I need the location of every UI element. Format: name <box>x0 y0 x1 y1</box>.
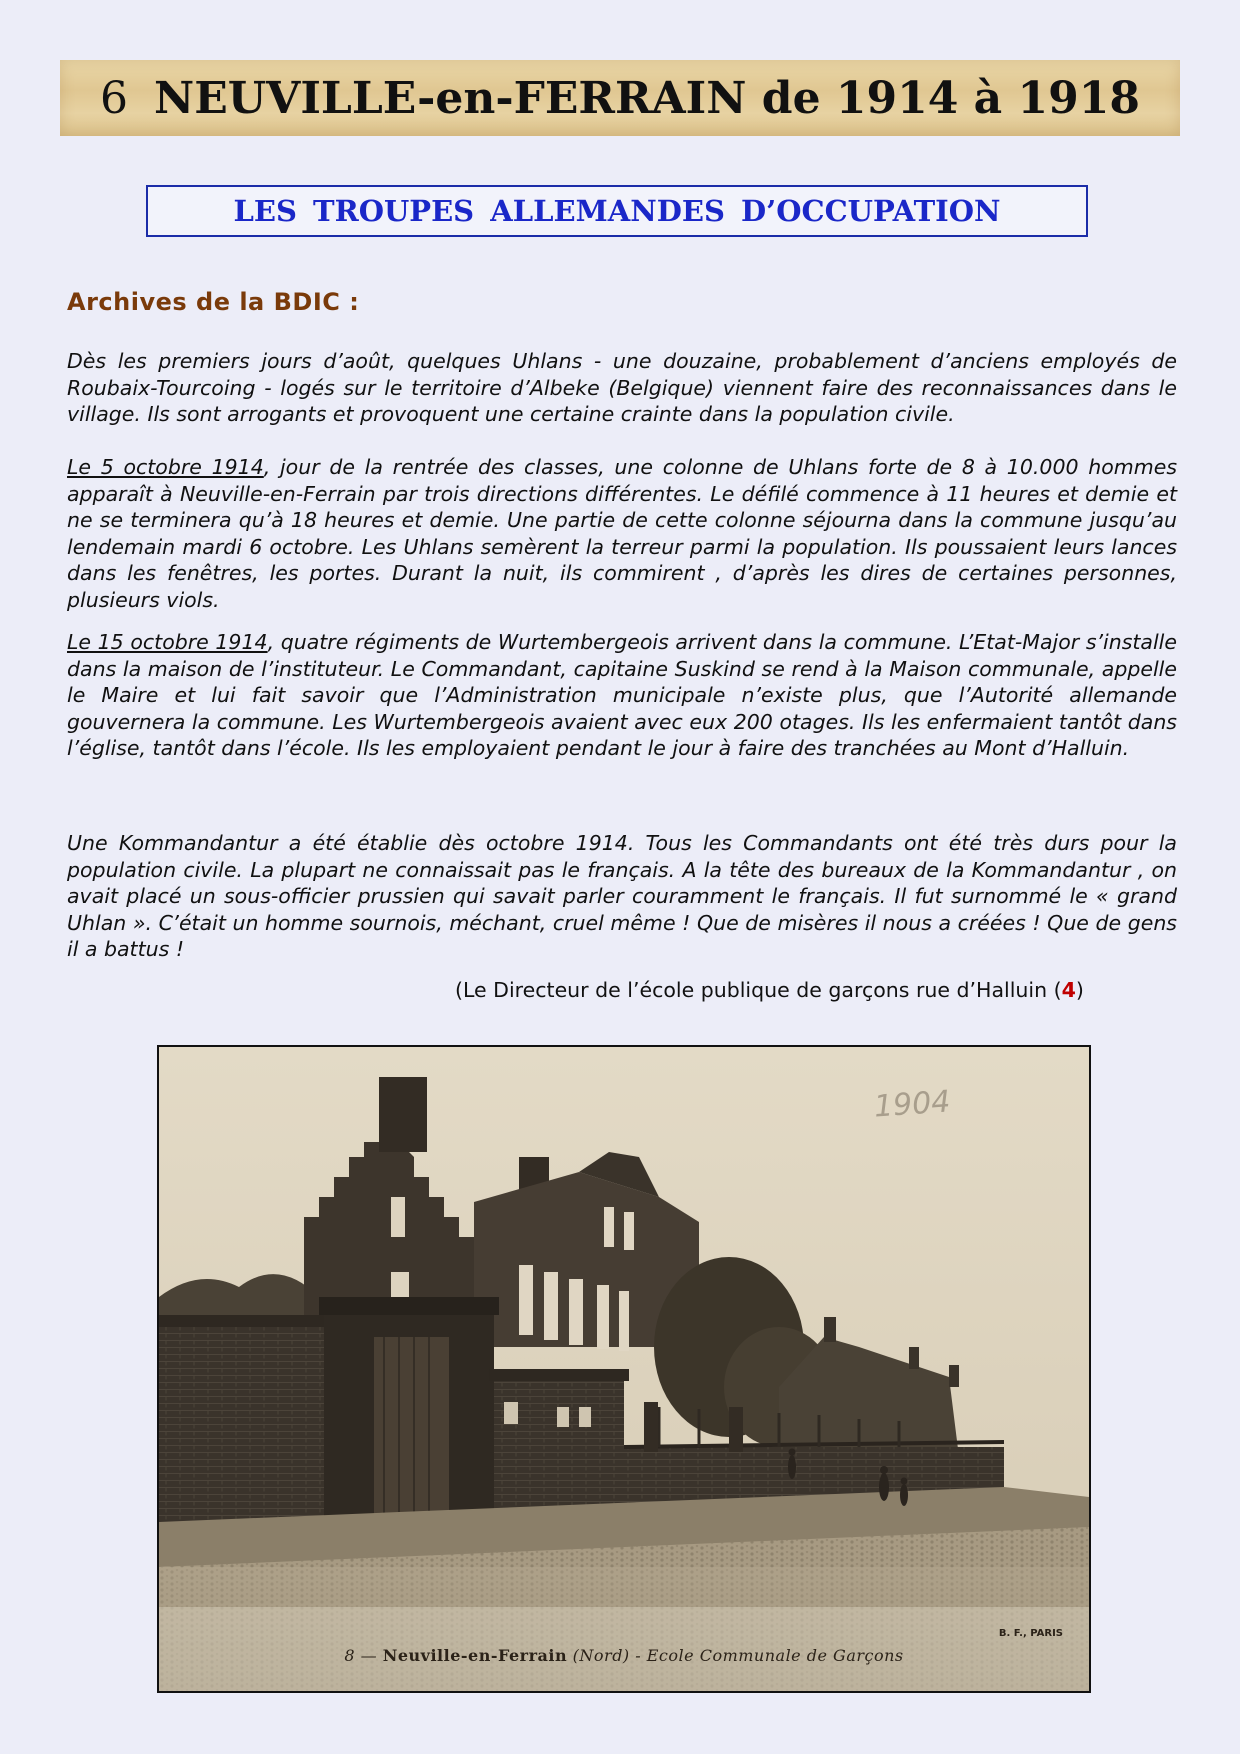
signature-close: ) <box>1075 978 1084 1002</box>
signature-text: (Le Directeur de l’école publique de garçons rue d’Halluin ( <box>455 978 1062 1002</box>
section-title: LES TROUPES ALLEMANDES D’OCCUPATION <box>233 194 1001 228</box>
paragraph-4: Une Kommandantur a été établie dès octobre 1914. Tous les Commandants ont été très durs pour la population civile. La plupart ne connaissait pas le français. A la tête des bureaux de la Kommandantur , on avait placé un sous-officier prussien qui savait parler couramment le français. Il fut surnommé le « grand Uhlan ». C’était un homme sournois, méchant, cruel même ! Que de misères il nous a créées ! Que de gens il a battus ! <box>67 831 1177 961</box>
date-15-octobre: Le 15 octobre 1914 <box>67 630 268 654</box>
reference-number: 4 <box>1061 978 1076 1002</box>
caption-region: (Nord) - <box>567 1646 647 1665</box>
paragraph-3 <box>67 629 1177 762</box>
caption-subject: Ecole Communale de Garçons <box>646 1646 904 1665</box>
photo-caption <box>159 1646 1089 1665</box>
date-5-octobre: Le 5 octobre 1914 <box>67 455 264 479</box>
paragraph-3-text: , quatre régiments de Wurtembergeois arrivent dans la commune. L’Etat-Major s’installe dans la maison de l’instituteur. Le Commandant, capitaine Suskind se rend à la Maison communale, appelle le Maire et lui fait savoir que l’Administration municipale n’existe plus, que l’Autorité allemande gouvernera la commune. Les Wurtembergeois avaient avec eux 200 otages. Ils les enfermaient tantôt dans l’église, tantôt dans l’école. Ils les employaient pendant le jour à faire des tranchées au Mont d’Halluin. <box>67 630 1177 760</box>
archives-label: Archives de la BDIC : <box>67 288 360 316</box>
paragraph-2-text: , jour de la rentrée des classes, une colonne de Uhlans forte de 8 à 10.000 hommes apparaît à Neuville-en-Ferrain par trois directions différentes. Le défilé commence à 11 heures et demie et ne se terminera qu’à 18 heures et demie. Une partie de cette colonne séjourna dans la commune jusqu’au lendemain mardi 6 octobre. Les Uhlans semèrent la terreur parmi la population. Ils poussaient leurs lances dans les fenêtres, les portes. Durant la nuit, ils commirent , d’après les dires de certaines personnes, plusieurs viols. <box>67 455 1177 612</box>
section-title-box <box>146 185 1088 237</box>
paragraph-1: Dès les premiers jours d’août, quelques Uhlans - une douzaine, probablement d’anciens employés de Roubaix-Tourcoing - logés sur le territoire d’Albeke (Belgique) viennent faire des reconnaissances dans le village. Ils sont arrogants et provoquent une certaine crainte dans la population civile. <box>67 349 1177 426</box>
paragraph-2 <box>67 454 1177 613</box>
caption-place: Neuville-en-Ferrain <box>382 1646 568 1665</box>
handwritten-year: 1904 <box>872 1084 952 1125</box>
page-number: 6 <box>100 72 129 124</box>
chimney <box>379 1077 427 1152</box>
page-title: NEUVILLE-en-FERRAIN de 1914 à 1918 <box>154 72 1140 124</box>
page-header <box>60 60 1180 136</box>
school-building-illustration <box>159 1047 1089 1691</box>
caption-number: 8 — <box>344 1646 383 1665</box>
historic-photo <box>157 1045 1091 1693</box>
publisher-mark: B. F., PARIS <box>998 1628 1063 1639</box>
signature-line <box>455 978 1084 1002</box>
